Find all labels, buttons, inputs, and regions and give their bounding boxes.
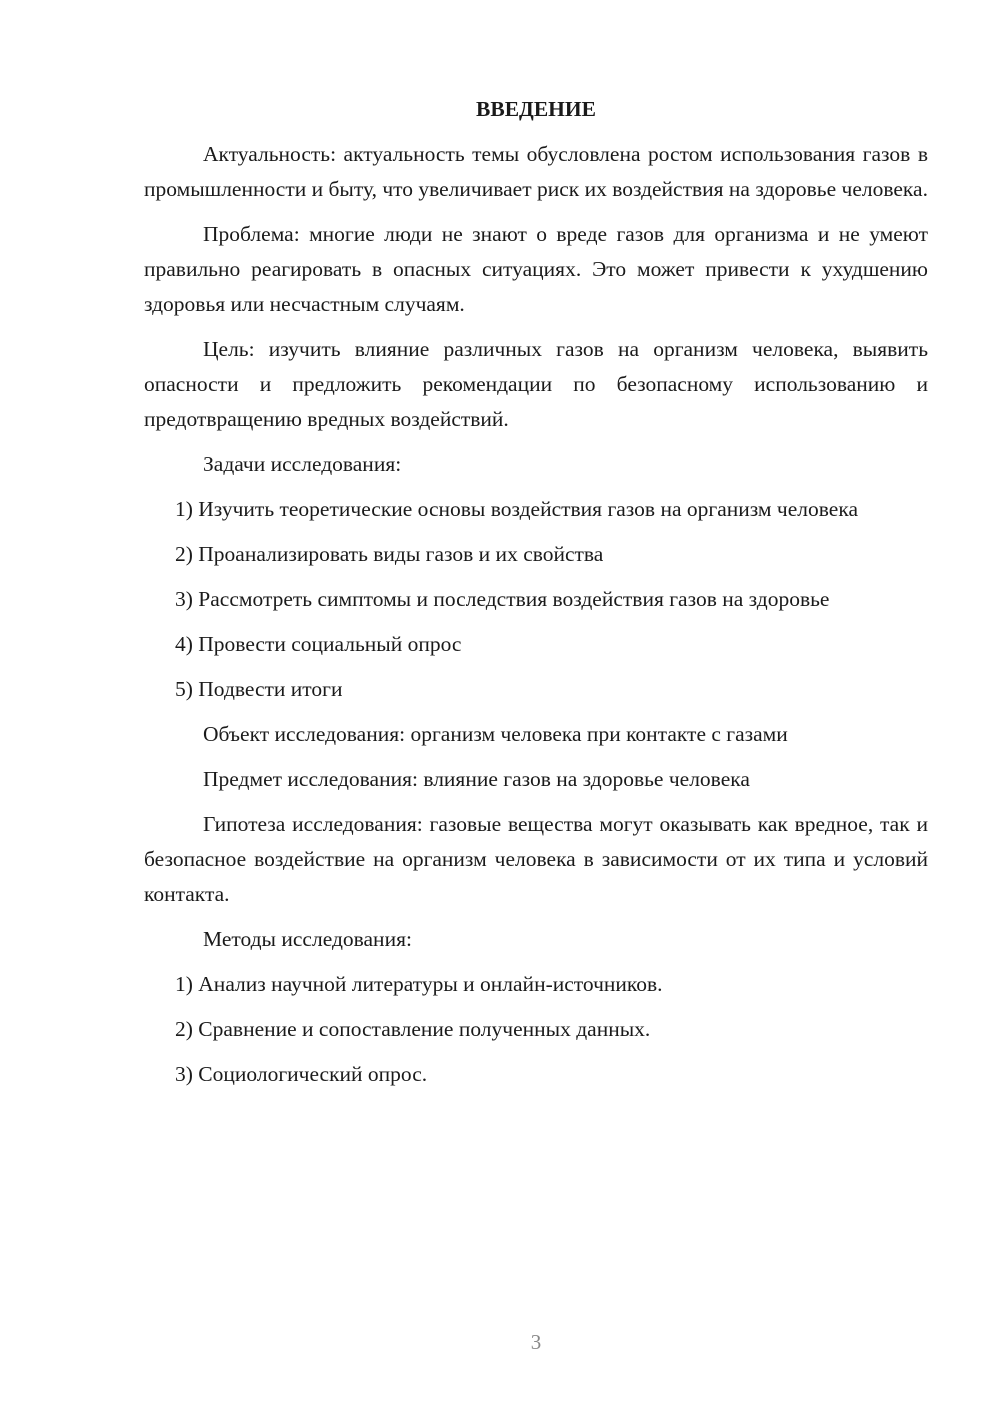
problem-paragraph: Проблема: многие люди не знают о вреде газов для организма и не умеют правильно реагировать в опасных ситуациях. Это может привести к ухудшению здоровья или несчастным случаям. xyxy=(144,222,928,316)
subject-paragraph: Предмет исследования: влияние газов на здоровье человека xyxy=(203,767,750,791)
task-item: 1) Изучить теоретические основы воздействия газов на организм человека xyxy=(175,497,858,521)
task-item: 3) Рассмотреть симптомы и последствия воздействия газов на здоровье xyxy=(175,587,830,611)
tasks-heading: Задачи исследования: xyxy=(203,452,402,476)
task-item: 5) Подвести итоги xyxy=(175,677,343,701)
page-number: 3 xyxy=(530,1330,542,1354)
object-paragraph: Объект исследования: организм человека при контакте с газами xyxy=(203,722,788,746)
method-item: 2) Сравнение и сопоставление полученных данных. xyxy=(175,1017,651,1041)
goal-paragraph: Цель: изучить влияние различных газов на организм человека, выявить опасности и предложить рекомендации по безопасному использованию и предотвращению вредных воздействий. xyxy=(144,337,928,431)
method-item: 3) Социологический опрос. xyxy=(175,1062,428,1086)
task-item: 4) Провести социальный опрос xyxy=(175,632,462,656)
document-body xyxy=(144,92,928,1102)
task-item: 2) Проанализировать виды газов и их свойства xyxy=(175,542,604,566)
section-title: ВВЕДЕНИЕ xyxy=(476,97,596,121)
method-item: 1) Анализ научной литературы и онлайн-источников. xyxy=(175,972,663,996)
relevance-paragraph: Актуальность: актуальность темы обусловлена ростом использования газов в промышленности и быту, что увеличивает риск их воздействия на здоровье человека. xyxy=(144,142,928,201)
methods-heading: Методы исследования: xyxy=(203,927,412,951)
hypothesis-paragraph: Гипотеза исследования: газовые вещества могут оказывать как вредное, так и безопасное воздействие на организм человека в зависимости от их типа и условий контакта. xyxy=(144,812,928,906)
